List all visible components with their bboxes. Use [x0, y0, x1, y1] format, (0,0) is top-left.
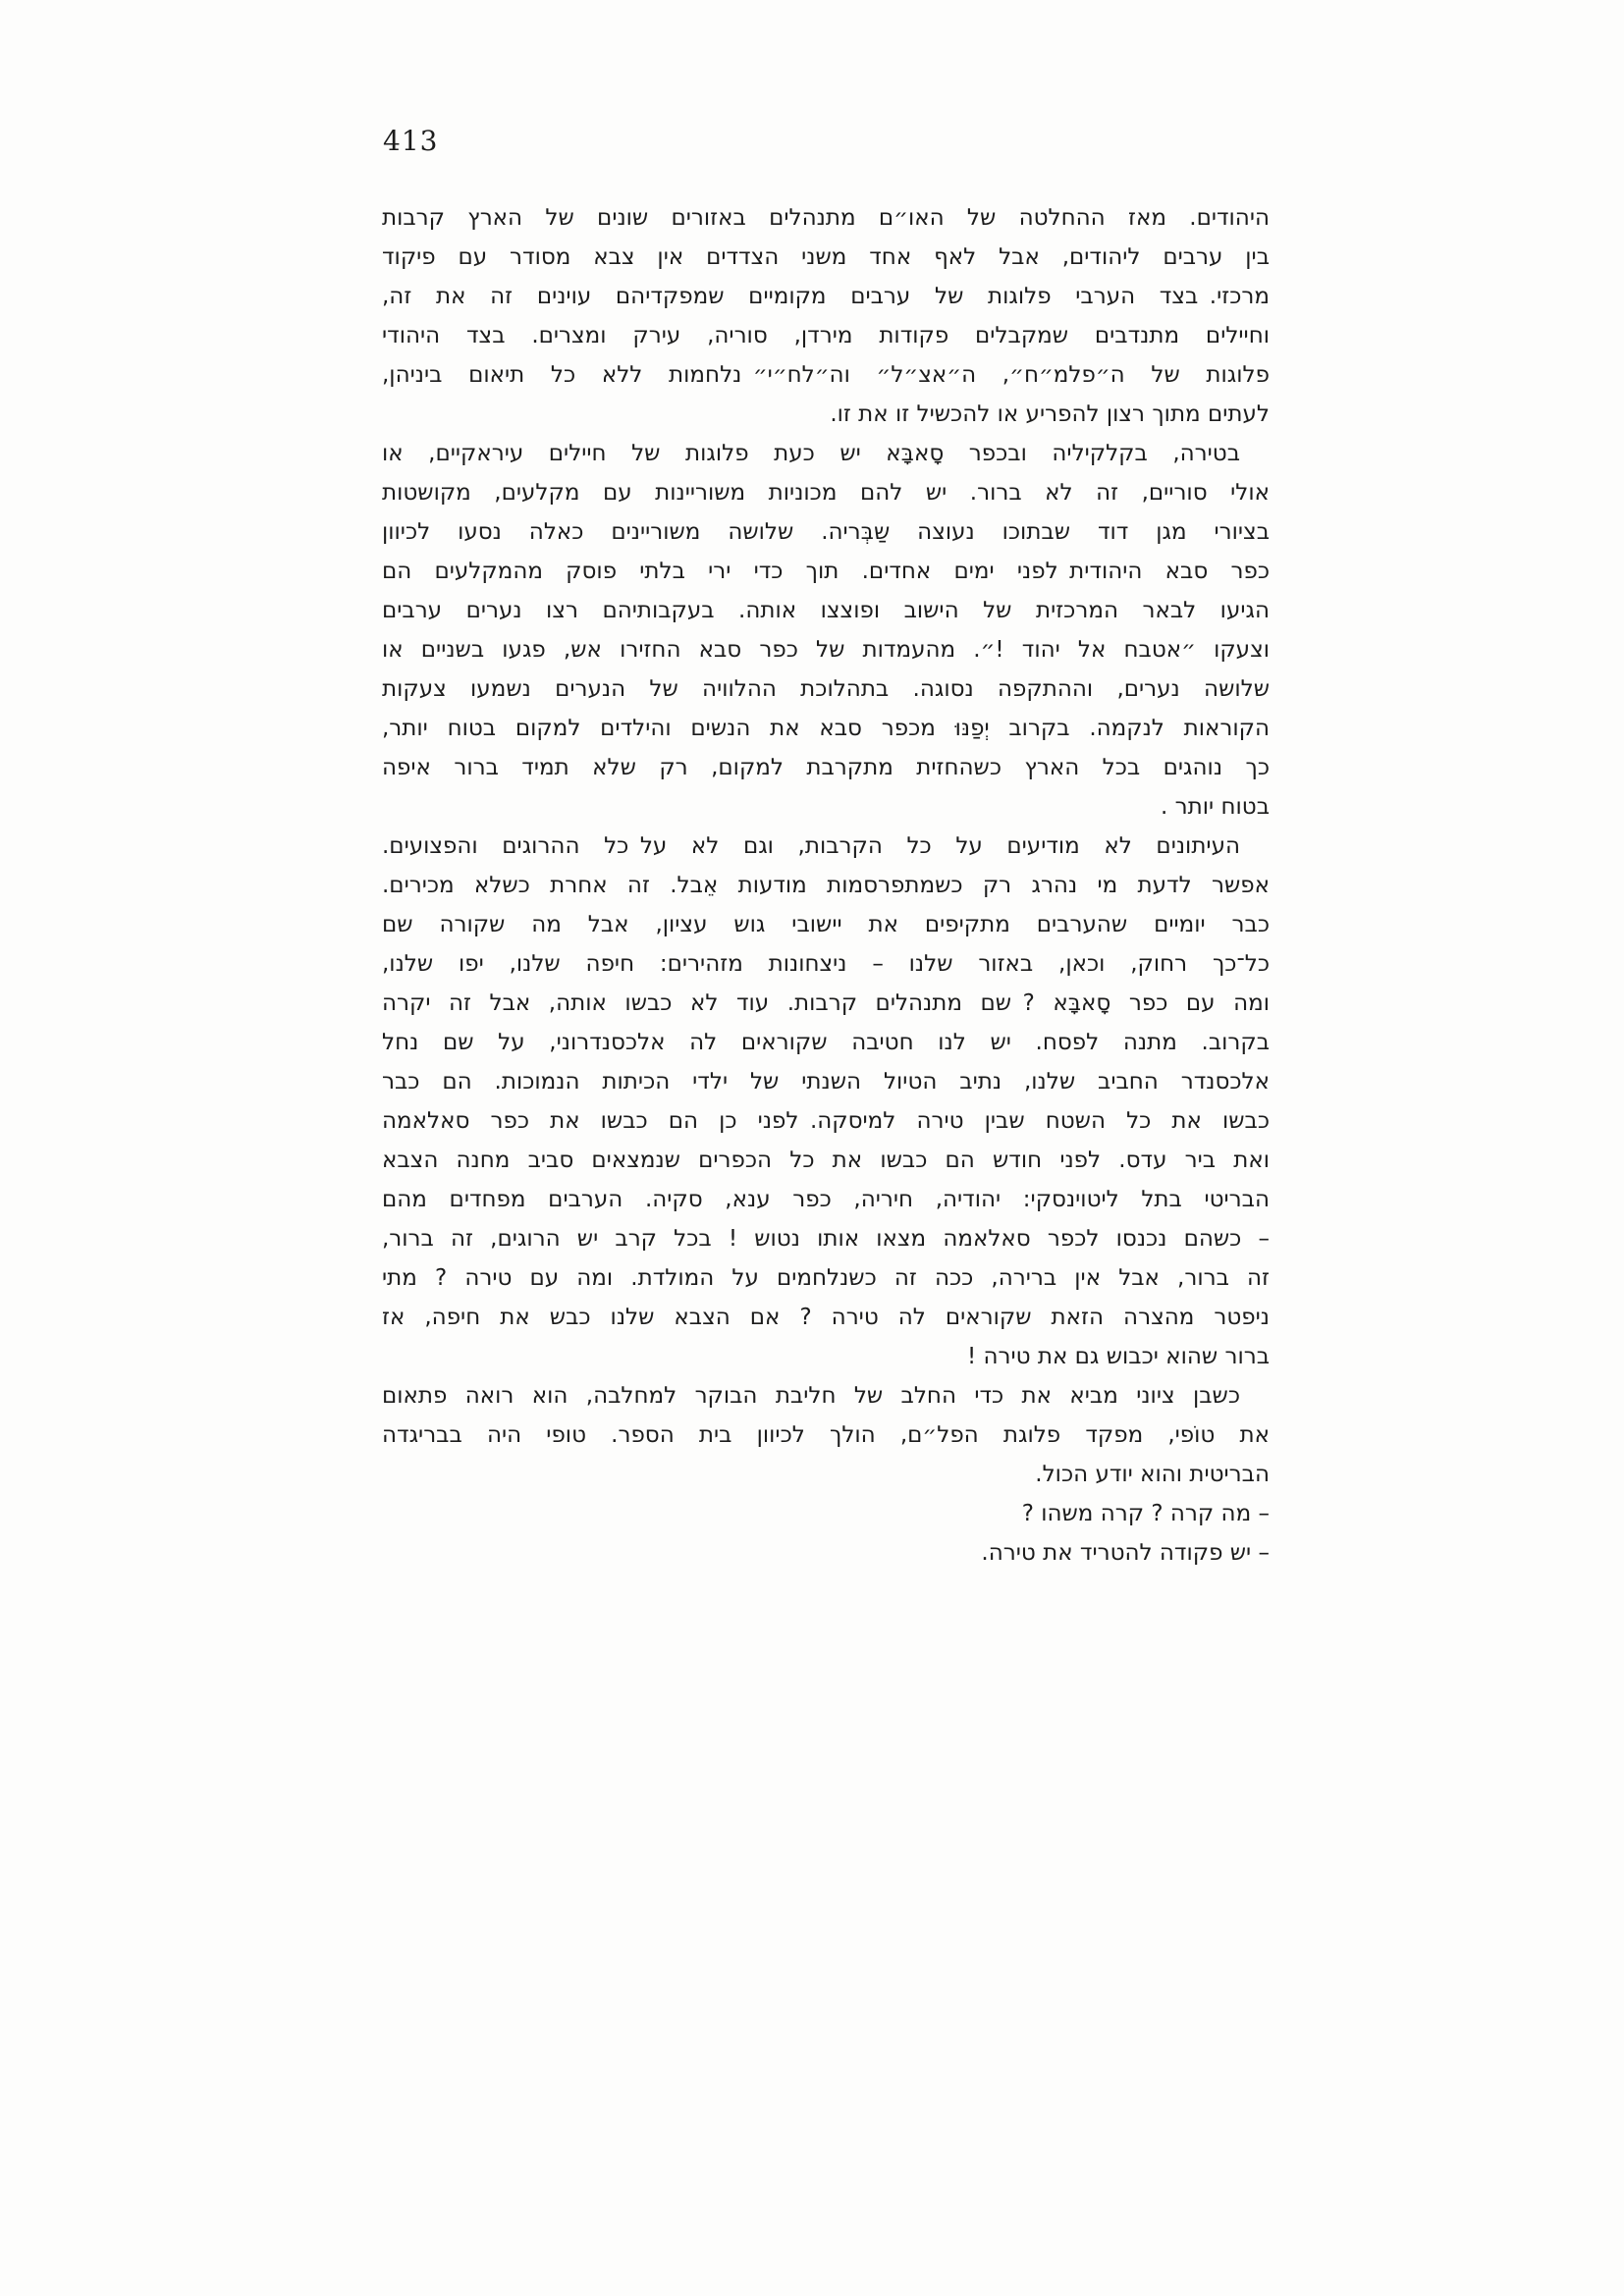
paragraph [382, 198, 1270, 434]
text-line: בקרוב. מתנה לפסח. יש לנו חטיבה שקוראים לה אלכסנדרוני, על שם נחל [382, 1030, 1270, 1055]
text-line: מרכזי. בצד הערבי פלוגות של ערבים מקומיים שמפקדיהם עוינים זה את זה, [382, 284, 1270, 309]
text-line: כך נוהגים בכל הארץ כשהחזית מתקרבת למקום, רק שלא תמיד ברור איפה [382, 755, 1270, 780]
text-line: ואת ביר עדס. לפני חודש הם כבשו את כל הכפרים שנמצאים סביב מחנה הצבא [382, 1148, 1270, 1173]
text-line: זה ברור, אבל אין ברירה, ככה זה כשנלחמים על המולדת. ומה עם טירה ? מתי [382, 1265, 1270, 1291]
text-line: – כשהם נכנסו לכפר סאלאמה מצאו אותו נטוש ! בכל קרב יש הרוגים, זה ברור, [382, 1226, 1270, 1252]
page-text [382, 198, 1270, 1573]
text-line: כשבן ציוני מביא את כדי החלב של חליבת הבוקר למחלבה, הוא רואה פתאום [382, 1383, 1240, 1409]
text-line: כבר יומיים שהערבים מתקיפים את יישובי גוש עציון, אבל מה שקורה שם [382, 912, 1270, 937]
text-line: בטירה, בקלקיליה ובכפר סָאבָּא יש כעת פלוגות של חיילים עיראקיים, או [382, 441, 1240, 466]
paragraph [382, 827, 1270, 1376]
text-line: ניפטר מהצרה הזאת שקוראים לה טירה ? אם הצבא שלנו כבש את חיפה, אז [382, 1305, 1270, 1330]
text-line: הבריטי בתל ליטוינסקי: יהודיה, חיריה, כפר ענא, סקיה. הערבים מפחדים מהם [382, 1187, 1270, 1212]
text-line: שלושה נערים, וההתקפה נסוגה. בתהלוכת ההלוויה של הנערים נשמעו צעקות [382, 676, 1270, 702]
text-line: לעתים מתוך רצון להפריע או להכשיל זו את זו. [830, 401, 1270, 427]
page-number: 413 [383, 125, 439, 157]
text-line: אולי סוריים, זה לא ברור. יש להם מכוניות משוריינות עם מקלעים, מקושטות [382, 480, 1270, 506]
text-line: בטוח יותר . [1161, 794, 1270, 820]
text-line: – מה קרה ? קרה משהו ? [1021, 1501, 1270, 1526]
text-line: היהודים. מאז ההחלטה של האו״ם מתנהלים באזורים שונים של הארץ קרבות [382, 205, 1270, 231]
text-line: כל־כך רחוק, וכאן, באזור שלנו – ניצחונות מזהירים: חיפה שלנו, יפו שלנו, [382, 951, 1270, 977]
text-line: אפשר לדעת מי נהרג רק כשמתפרסמות מודעות אֵבל. זה אחרת כשלא מכירים. [382, 873, 1270, 898]
text-line: הקוראות לנקמה. בקרוב יְפַנּוּ מכפר סבא את הנשים והילדים למקום בטוח יותר, [382, 716, 1270, 741]
text-line: הגיעו לבאר המרכזית של הישוב ופוצצו אותה. בעקבותיהם רצו נערים ערבים [382, 598, 1270, 623]
text-line: העיתונים לא מודיעים על כל הקרבות, וגם לא על כל ההרוגים והפצועים. [382, 833, 1240, 859]
text-line: וצעקו ״אטבח אל יהוד !״. מהעמדות של כפר סבא החזירו אש, פגעו בשניים או [382, 637, 1270, 663]
text-line: הבריטית והוא יודע הכול. [1035, 1462, 1270, 1487]
paragraph [382, 434, 1270, 827]
text-line: אלכסנדר החביב שלנו, נתיב הטיול השנתי של ילדי הכיתות הנמוכות. הם כבר [382, 1069, 1270, 1095]
text-line: וחיילים מתנדבים שמקבלים פקודות מירדן, סוריה, עירק ומצרים. בצד היהודי [382, 323, 1270, 348]
text-line: ברור שהוא יכבוש גם את טירה ! [966, 1344, 1270, 1369]
text-line: בציורי מגן דוד שבתוכו נעוצה שַבְּריה. שלושה משוריינים כאלה נסעו לכיוון [382, 519, 1270, 545]
text-line: כפר סבא היהודית לפני ימים אחדים. תוך כדי ירי בלתי פוסק מהמקלעים הם [382, 559, 1270, 584]
text-line: פלוגות של ה״פלמ״ח״, ה״אצ״ל״ וה״לח״י״ נלחמות ללא כל תיאום ביניהן, [382, 362, 1270, 388]
text-line: – יש פקודה להטריד את טירה. [981, 1540, 1270, 1566]
paragraph [382, 1376, 1270, 1494]
paragraph [382, 1494, 1270, 1573]
text-line: את טוֹפי, מפקד פלוגת הפל״ם, הולך לכיוון בית הספר. טופי היה בבריגדה [382, 1422, 1270, 1448]
text-line: כבשו את כל השטח שבין טירה למיסקה. לפני כן הם כבשו את כפר סאלאמה [382, 1108, 1270, 1134]
text-line: ומה עם כפר סָאבָּא ? שם מתנהלים קרבות. עוד לא כבשו אותה, אבל זה יקרה [382, 990, 1270, 1016]
text-line: בין ערבים ליהודים, אבל לאף אחד משני הצדדים אין צבא מסודר עם פיקוד [382, 244, 1270, 270]
